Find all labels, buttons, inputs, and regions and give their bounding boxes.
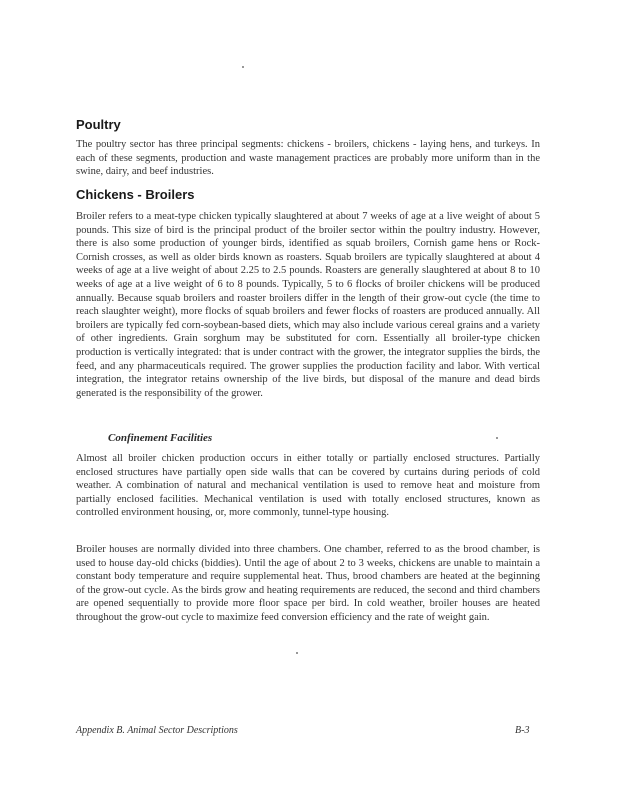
section-heading-poultry: Poultry: [76, 117, 121, 132]
footer-title: Appendix B. Animal Sector Descriptions: [76, 725, 238, 736]
paragraph-confinement-1: Almost all broiler chicken production occurs in either totally or partially enclosed structures. Partially enclosed structures have partially open side walls that can be covered by curtains during periods of cold weather. A combination of natural and mechanical ventilation is used to remove heat and moisture from partially enclosed facilities. Mechanical ventilation is used with totally enclosed structures, known as controlled environment housing, or, more commonly, tunnel-type housing.: [76, 453, 540, 519]
section-heading-broilers: Chickens - Broilers: [76, 187, 195, 202]
paragraph-poultry: The poultry sector has three principal segments: chickens - broilers, chickens - laying hens, and turkeys. In each of these segments, production and waste management practices are probably more uniform than in the swine, dairy, and beef industries.: [76, 139, 540, 178]
scan-speck: [296, 652, 298, 654]
scan-speck: [496, 437, 498, 439]
paragraph-broilers: Broiler refers to a meat-type chicken typically slaughtered at about 7 weeks of age at a live weight of about 5 pounds. This size of bird is the principal product of the broiler sector within the poultry industry. However, there is also some production of younger birds, identified as squab broilers, Cornish game hens or Rock-Cornish crosses, as well as older birds known as roasters. Squab broilers are typically slaughtered at about 4 weeks of age at a live weight of about 2.25 to 2.5 pounds. Roasters are generally slaughtered at about 8 to 10 weeks of age at a live weight of 6 to 8 pounds. Typically, 5 to 6 flocks of broiler chickens will be produced annually. Because squab broilers and roaster broilers differ in the length of their grow-out cycle (the time to reach slaughter weight), more flocks of squab broilers and fewer flocks of roasters are produced annually. All broilers are typically fed corn-soybean-based diets, which may also include various cereal grains and a variety of other ingredients. Grain sorghum may be substituted for corn. Essentially all broiler-type chicken production is vertically integrated: that is under contract with the grower, the integrator supplies the birds, the feed, and any pharmaceuticals required. The grower supplies the production facility and labor. With vertical integration, the integrator retains ownership of the live birds, but disposal of the manure and dead birds generated is the responsibility of the grower.: [76, 211, 540, 399]
footer-page-number: B-3: [515, 725, 530, 736]
subheading-confinement-facilities: Confinement Facilities: [108, 432, 213, 444]
scan-speck: [242, 66, 244, 68]
paragraph-confinement-2: Broiler houses are normally divided into three chambers. One chamber, referred to as the brood chamber, is used to house day-old chicks (biddies). Until the age of about 2 to 3 weeks, chickens are unable to maintain a constant body temperature and require supplemental heat. Thus, brood chambers are heated at the beginning of the grow-out cycle. As the birds grow and heating requirements are reduced, the second and third chambers are opened sequentially to provide more floor space per bird. In cold weather, broiler houses are heated throughout the grow-out cycle to maximize feed conversion efficiency and the rate of weight gain.: [76, 544, 540, 623]
